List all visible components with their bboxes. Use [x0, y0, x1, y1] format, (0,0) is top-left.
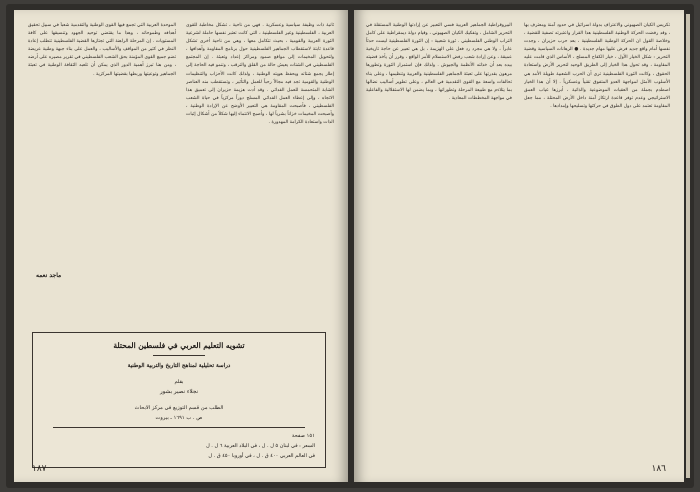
- ad-divider: [153, 355, 205, 356]
- ad-divider-2: [53, 427, 305, 428]
- ad-subtitle: دراسة تحليلية لمناهج التاريخ والتربية الوطنية: [127, 363, 231, 369]
- left-page-right-column-text: ثانية ذات وظيفة سياسية وعسكرية . فهي من ناحية ، تشكل مخاطبة للقوى العربية ، الفلسطينية وغير الفلسطينية ، التي كانت تعتبر نفسها حاملة لشرعية الثورة العربية والقومية ، بحيث تتكامل معها ، وهي من ناحية أخرى تشكل قاعدة ثابتة لاستقطاب الجماهير الفلسطينية حول برنامج المقاومة وأهدافها ، ولتحويل المخيمات إلى مواقع صمود ومراكز إعداد وتعبئة . إن المجتمع الفلسطيني في الشتات يعيش حالة من القلق والترقب ، وتنمو فيه الحاجة إلى إطار يجمع شتاته ويحفظ هويته الوطنية ، ولذلك كانت الأحزاب والتنظيمات الوطنية والقومية تجد فيه مجالاً رحباً للعمل والتأثير ، وتستقطب منه العناصر الشابة المتحمسة للعمل الفدائي . وقد أدت هزيمة حزيران إلى تعميق هذا الاتجاه ، وإلى إعطاء العمل الفدائي المسلح دوراً مركزياً في حياة الشعب الفلسطيني ، فأصبحت المقاومة هي التعبير الأوضح عن الإرادة الوطنية ، وأصبحت المخيمات خزاناً بشرياً لها ، وأصبح الانتماء إليها شكلاً من أشكال إثبات الذات واستعادة الكرامة المهدورة .: [186, 23, 334, 126]
- right-page-number: ١٨٦: [651, 464, 666, 474]
- left-page-right-column: [186, 22, 334, 322]
- right-page-right-column-text: تكريس الكيان الصهيوني والاعتراف بدولة اسرائيل في حدود آمنة ومعترف بها ، وقد رفضت الحركة الوطنية الفلسطينية هذا القرار واعتبرته تصفية للقضية ، وخلاصة القول ان الحركة الوطنية الفلسطينية ، بعد حرب حزيران ، وجدت نفسها أمام واقع جديد فرض عليها مهام جديدة . ● الرهانات السياسية وقضية التحرير : شكل الخيار الأول ، خيار الكفاح المسلح ، الأساس الذي قامت عليه المقاومة ، وقد تحول هذا الخيار إلى الطريق الوحيد لتحرير الأرض واستعادة الحقوق ، وكانت الثورة الفلسطينية ترى أن الحرب الشعبية طويلة الأمد هي الأسلوب الأمثل لمواجهة العدو المتفوق تقنياً وعسكرياً . إلا أن هذا الخيار اصطدم بجملة من العقبات الموضوعية والذاتية ، أبرزها غياب العمق الاستراتيجي وعدم توفر قاعدة ارتكاز آمنة داخل الأرض المحتلة ، مما جعل المقاومة تعتمد على دول الطوق في حركتها وتسليحها وإمدادها .: [524, 23, 670, 109]
- article-signature: ماجد نعمه: [36, 272, 62, 279]
- right-page-right-column: [524, 22, 670, 460]
- ad-by: بقلم: [174, 379, 184, 385]
- ad-publisher: الطلب من قسم التوزيع في مركز الابحاث: [134, 405, 224, 411]
- left-page-left-column: [28, 22, 176, 250]
- right-page-left-column: [366, 22, 512, 460]
- left-page-number: ١٨٧: [32, 464, 47, 474]
- left-page-left-column-text: الموحدة العربية التي تجمع فيها القوى الوطنية والتقدمية شعباً في سبيل تحقيق أهدافه وطموحاته ، وهذا ما يقتضي توحيد الجهود وتنسيقها على كافة المستويات . إن المرحلة الراهنة التي تجتازها القضية الفلسطينية تتطلب إعادة النظر في كثير من المواقف والأساليب ، والعمل على بناء جبهة وطنية عريضة تضم جميع القوى المؤمنة بحق الشعب الفلسطيني في تقرير مصيره على أرضه ، ومن هنا تبرز أهمية الدور الذي يمكن أن تلعبه الثقافة الوطنية في تعبئة الجماهير وتوعيتها وربطها بقضيتها المركزية .: [28, 23, 176, 77]
- ad-title: تشويه التعليم العربي في فلسطين المحتلة: [113, 341, 245, 350]
- book-advertisement: [32, 332, 326, 468]
- right-page: [354, 10, 684, 482]
- ad-pages: ١٥١ صفحة: [291, 433, 315, 439]
- right-page-left-column-text: البيروقراطية الجماهير العربية فسي التعبير عن إرادتها الوطنية المستقلة في التحرير الشامل ، وتفكيك الكيان الصهيوني ، وقيام دولة ديمقراطية على كامل التراب الوطني الفلسطيني . ثورة شعبية : إن الثورة الفلسطينية ليست حدثاً عابراً ، ولا هي مجرد رد فعل على الهزيمة ، بل هي تعبير عن حاجة تاريخية عميقة ، وعن إرادة شعب رفض الاستسلام للأمر الواقع ، وقرر أن يأخذ قضيته بيده بعد أن خذلته الأنظمة والجيوش . ولذلك فإن استمرار الثورة وتطورها مرهون بقدرتها على تعبئة الجماهير الفلسطينية والعربية وتنظيمها ، وعلى بناء تحالفات واسعة مع القوى التقدمية في العالم ، وعلى تطوير أساليب نضالها بما يتلاءم مع طبيعة المرحلة وتطوراتها ، وبما يضمن لها الاستقلالية والفاعلية في مواجهة المخططات المعادية .: [366, 23, 512, 101]
- ad-address: ص . ب ١٦٩١ ـ بيروت: [155, 415, 203, 421]
- ad-price-line-1: السعر : في لبنان ٥ ل . ل ، في البلاد العربية ٦ ل . ل: [206, 443, 315, 449]
- book-spread: [6, 4, 694, 488]
- ad-author: نجلاء نصير بشور: [159, 389, 198, 395]
- page-edges: [686, 14, 690, 478]
- ad-price-line-2: في العالم العربي ٤٠٠ ق . ل ، في أوروبا ٤٥٠ ق . ل: [208, 453, 315, 459]
- left-page: [14, 10, 348, 482]
